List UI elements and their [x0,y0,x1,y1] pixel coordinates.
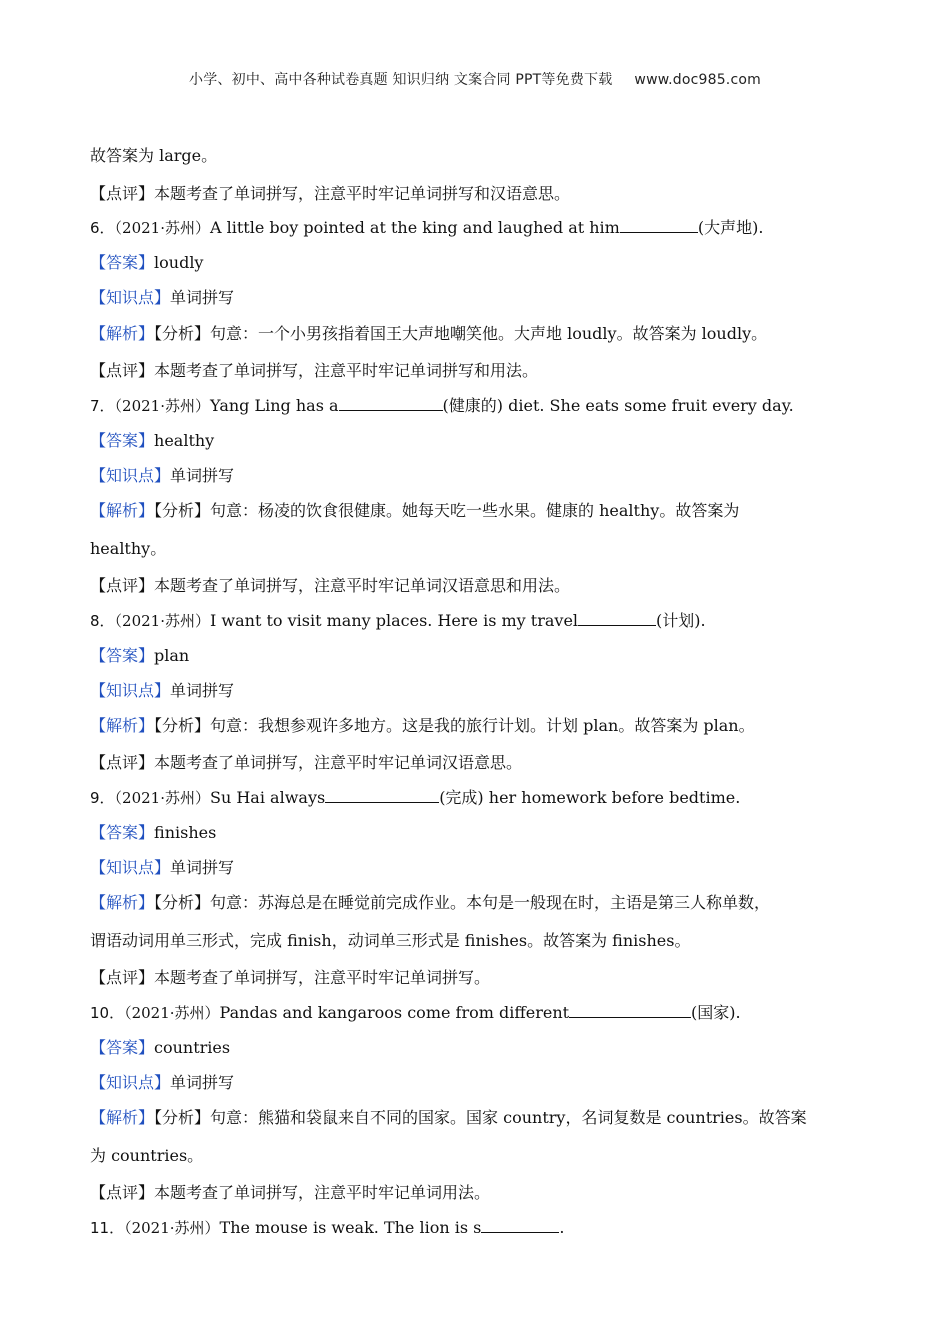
comment-tag: 【点评】 [90,184,155,203]
question-number: 6． [90,219,115,237]
question-text: Su Hai always [210,788,326,807]
comment-tag: 【点评】 [90,753,155,772]
answer-line-10 [90,1038,860,1058]
question-8 [90,611,860,631]
knowledge-value: 单词拼写 [170,288,235,307]
fenxi-tag: 【分析】 [154,893,211,912]
question-number: 11． [90,1219,125,1237]
comment-text: 本题考查了单词拼写，注意平时牢记单词用法。 [154,1183,491,1202]
answer-line-8 [90,646,860,666]
answer-value: countries [154,1038,231,1057]
knowledge-tag: 【知识点】 [90,1073,171,1092]
analysis-tag: 【解析】 [90,324,155,343]
analysis-line-10b [90,1146,860,1166]
comment-line-6 [90,361,860,381]
comment-text: 本题考查了单词拼写，注意平时牢记单词拼写和用法。 [154,361,539,380]
question-source: （2021·苏州） [114,789,210,807]
comment-tag: 【点评】 [90,576,155,595]
question-7 [90,396,860,416]
analysis-text: 句意：我想参观许多地方。这是我的旅行计划。计划 plan。故答案为 plan。 [210,716,755,735]
knowledge-line-8 [90,681,860,701]
analysis-line-9b [90,931,860,951]
question-text: Pandas and kangaroos come from different [219,1003,570,1022]
answer-tag: 【答案】 [90,1038,155,1057]
question-hint: (国家). [691,1003,741,1022]
fenxi-tag: 【分析】 [154,501,211,520]
analysis-line-9 [90,893,860,913]
question-9 [90,788,860,808]
fenxi-tag: 【分析】 [154,1108,211,1127]
analysis-tag: 【解析】 [90,716,155,735]
question-number: 8． [90,612,115,630]
question-hint: . [559,1218,565,1237]
comment-line-7 [90,576,860,596]
analysis-text: 句意：苏海总是在睡觉前完成作业。本句是一般现在时，主语是第三人称单数， [210,893,771,912]
fenxi-tag: 【分析】 [154,324,211,343]
answer-blank [620,218,698,233]
analysis-tag: 【解析】 [90,501,155,520]
answer-blank [578,611,656,626]
comment-tag: 【点评】 [90,968,155,987]
knowledge-line-7 [90,466,860,486]
question-hint: (完成) her homework before bedtime. [439,788,741,807]
comment-text: 本题考查了单词拼写，注意平时牢记单词拼写。 [154,968,491,987]
question-number: 7． [90,397,115,415]
analysis-line-10 [90,1108,860,1128]
question-source: （2021·苏州） [114,397,210,415]
question-text: Yang Ling has a [210,396,339,415]
question-source: （2021·苏州） [124,1219,220,1237]
knowledge-value: 单词拼写 [170,681,235,700]
question-source: （2021·苏州） [114,612,210,630]
comment-line-9 [90,968,860,988]
question-10 [90,1003,860,1023]
fenxi-tag: 【分析】 [154,716,211,735]
knowledge-line-10 [90,1073,860,1093]
answer-blank [325,788,439,803]
page-header [0,69,950,89]
answer-blank [569,1003,691,1018]
question-text: I want to visit many places. Here is my travel [210,611,579,630]
answer-line-9 [90,823,860,843]
analysis-tag: 【解析】 [90,1108,155,1127]
answer-value: loudly [154,253,204,272]
answer-tag: 【答案】 [90,823,155,842]
question-source: （2021·苏州） [124,1004,220,1022]
knowledge-tag: 【知识点】 [90,681,171,700]
analysis-text-cont: healthy。 [90,539,167,558]
knowledge-value: 单词拼写 [170,466,235,485]
answer-line-7 [90,431,860,451]
analysis-tag: 【解析】 [90,893,155,912]
intro-answer-text: 故答案为 large。 [90,146,218,165]
intro-comment-line [90,184,860,204]
comment-text: 本题考查了单词拼写，注意平时牢记单词拼写和汉语意思。 [154,184,571,203]
answer-value: plan [154,646,190,665]
answer-value: healthy [154,431,215,450]
answer-tag: 【答案】 [90,646,155,665]
knowledge-tag: 【知识点】 [90,288,171,307]
analysis-text: 句意：熊猫和袋鼠来自不同的国家。国家 country，名词复数是 countries。故答案 [210,1108,807,1127]
comment-text: 本题考查了单词拼写，注意平时牢记单词汉语意思和用法。 [154,576,571,595]
question-source: （2021·苏州） [114,219,210,237]
header-url[interactable]: www.doc985.com [634,72,761,88]
question-number: 9． [90,789,115,807]
answer-blank [339,396,443,411]
analysis-text: 句意：杨凌的饮食很健康。她每天吃一些水果。健康的 healthy。故答案为 [210,501,740,520]
comment-text: 本题考查了单词拼写，注意平时牢记单词汉语意思。 [154,753,523,772]
analysis-text-cont: 谓语动词用单三形式，完成 finish，动词单三形式是 finishes。故答案为 finishes。 [90,931,691,950]
question-hint: (健康的) diet. She eats some fruit every day. [442,396,794,415]
comment-line-8 [90,753,860,773]
knowledge-line-6 [90,288,860,308]
intro-answer-line [90,146,860,166]
knowledge-tag: 【知识点】 [90,466,171,485]
analysis-text-cont: 为 countries。 [90,1146,204,1165]
analysis-text: 句意：一个小男孩指着国王大声地嘲笑他。大声地 loudly。故答案为 loudly。 [210,324,768,343]
question-hint: (大声地). [697,218,764,237]
header-text: 小学、初中、高中各种试卷真题 知识归纳 文案合同 PPT等免费下载 [189,72,613,88]
answer-tag: 【答案】 [90,431,155,450]
analysis-line-8 [90,716,860,736]
question-11 [90,1218,860,1238]
comment-tag: 【点评】 [90,1183,155,1202]
analysis-line-7b [90,539,860,559]
answer-tag: 【答案】 [90,253,155,272]
knowledge-line-9 [90,858,860,878]
knowledge-tag: 【知识点】 [90,858,171,877]
question-text: A little boy pointed at the king and laughed at him [210,218,620,237]
answer-line-6 [90,253,860,273]
question-hint: (计划). [656,611,706,630]
comment-tag: 【点评】 [90,361,155,380]
answer-value: finishes [154,823,217,842]
question-text: The mouse is weak. The lion is s [219,1218,482,1237]
analysis-line-7 [90,501,860,521]
comment-line-10 [90,1183,860,1203]
knowledge-value: 单词拼写 [170,1073,235,1092]
question-number: 10． [90,1004,125,1022]
knowledge-value: 单词拼写 [170,858,235,877]
answer-blank [481,1218,559,1233]
question-6 [90,218,860,238]
analysis-line-6 [90,324,860,344]
